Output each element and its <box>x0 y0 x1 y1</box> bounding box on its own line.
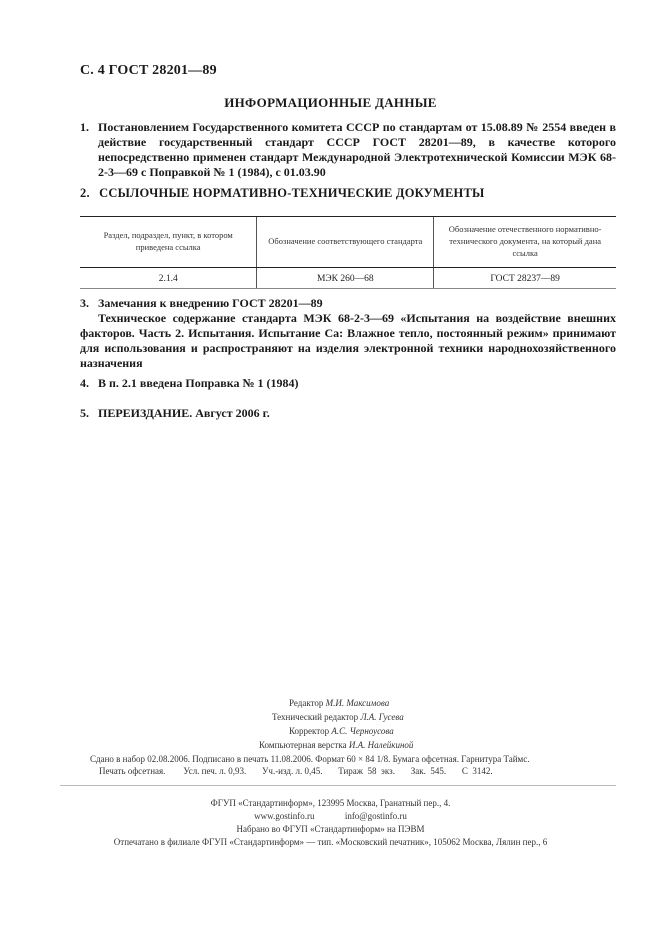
item-text: В п. 2.1 введена Поправка № 1 (1984) <box>98 376 299 390</box>
table-header-cell: Раздел, подраздел, пункт, в котором приведена ссылка <box>80 217 257 268</box>
item-text: ПЕРЕИЗДАНИЕ. Август 2006 г. <box>98 406 270 420</box>
table-cell: 2.1.4 <box>80 268 257 289</box>
item-text: Техническое содержание стандарта МЭК 68-2-3—69 «Испытания на воздействие внешних факторов. Часть 2. Испытания. Испытание Са: Влажное тепло, постоянный режим» принимают для использования и распространяют на изделия электронной техники народнохозяйственного назначения <box>80 311 616 370</box>
item-number: 5. <box>80 406 89 420</box>
printed-note: Отпечатано в филиале ФГУП «Стандартинформ» — тип. «Московский печатник», 105062 Москва, Лялин пер., 6 <box>113 837 548 847</box>
item-1 <box>80 120 616 180</box>
item-number: 4. <box>80 376 89 390</box>
credit-label: Корректор <box>289 726 330 736</box>
item-2 <box>80 186 485 201</box>
item-text: ССЫЛОЧНЫЕ НОРМАТИВНО-ТЕХНИЧЕСКИЕ ДОКУМЕНТЫ <box>99 186 485 200</box>
publication-line-2: Печать офсетная. Усл. печ. л. 0,93. Уч.-изд. л. 0,45. Тираж 58 экз. Зак. 545. С 3142. <box>99 766 493 776</box>
item-heading: Замечания к внедрению ГОСТ 28201—89 <box>98 296 323 310</box>
publisher-footer <box>0 797 661 849</box>
publisher-address: ФГУП «Стандартинформ», 123995 Москва, Гранатный пер., 4. <box>210 798 451 808</box>
item-number: 2. <box>80 186 90 200</box>
credit-label: Технический редактор <box>272 712 359 722</box>
table-cell: ГОСТ 28237—89 <box>434 268 616 289</box>
table-header-cell: Обозначение отечественного нормативно-технического документа, на который дана ссылка <box>434 217 616 268</box>
table-row <box>80 268 616 289</box>
table-header-cell: Обозначение соответствующего стандарта <box>257 217 434 268</box>
section-title: ИНФОРМАЦИОННЫЕ ДАННЫЕ <box>224 95 437 110</box>
page-header: С. 4 ГОСТ 28201—89 <box>80 63 217 78</box>
credit-name: М.И. Максимова <box>325 698 390 708</box>
email-link[interactable]: info@gostinfo.ru <box>344 811 407 821</box>
credit-name: Л.А. Гусева <box>360 712 404 722</box>
credit-tech-editor <box>272 712 404 722</box>
item-number: 3. <box>80 296 89 310</box>
typeset-note: Набрано во ФГУП «Стандартинформ» на ПЭВМ <box>236 824 425 834</box>
divider <box>60 785 616 786</box>
credit-layout <box>259 740 413 750</box>
credit-corrector <box>289 726 394 736</box>
credit-label: Компьютерная верстка <box>259 740 347 750</box>
item-4 <box>80 376 616 391</box>
credit-name: А.С. Черноусова <box>331 726 394 736</box>
credit-name: И.А. Налейкиной <box>348 740 414 750</box>
item-number: 1. <box>80 120 89 134</box>
table-cell: МЭК 260—68 <box>257 268 434 289</box>
website-link[interactable]: www.gostinfo.ru <box>254 811 315 821</box>
credit-label: Редактор <box>289 698 324 708</box>
item-3 <box>80 296 616 371</box>
credit-editor <box>289 698 389 708</box>
references-table <box>80 216 616 289</box>
item-text: Постановлением Государственного комитета СССР по стандартам от 15.08.89 № 2554 введен в действие государственный стандарт СССР ГОСТ 28201—89, в качестве которого непосредственно применен стандарт Международной Электротехнической Комиссии МЭК 68-2-3—69 с Поправкой № 1 (1984), с 01.03.90 <box>98 120 616 179</box>
publication-line-1: Сдано в набор 02.08.2006. Подписано в печать 11.08.2006. Формат 60 × 84 1/8. Бумага офсетная. Гарнитура Таймс. <box>90 754 530 764</box>
publication-info <box>90 754 590 776</box>
item-5 <box>80 406 616 421</box>
